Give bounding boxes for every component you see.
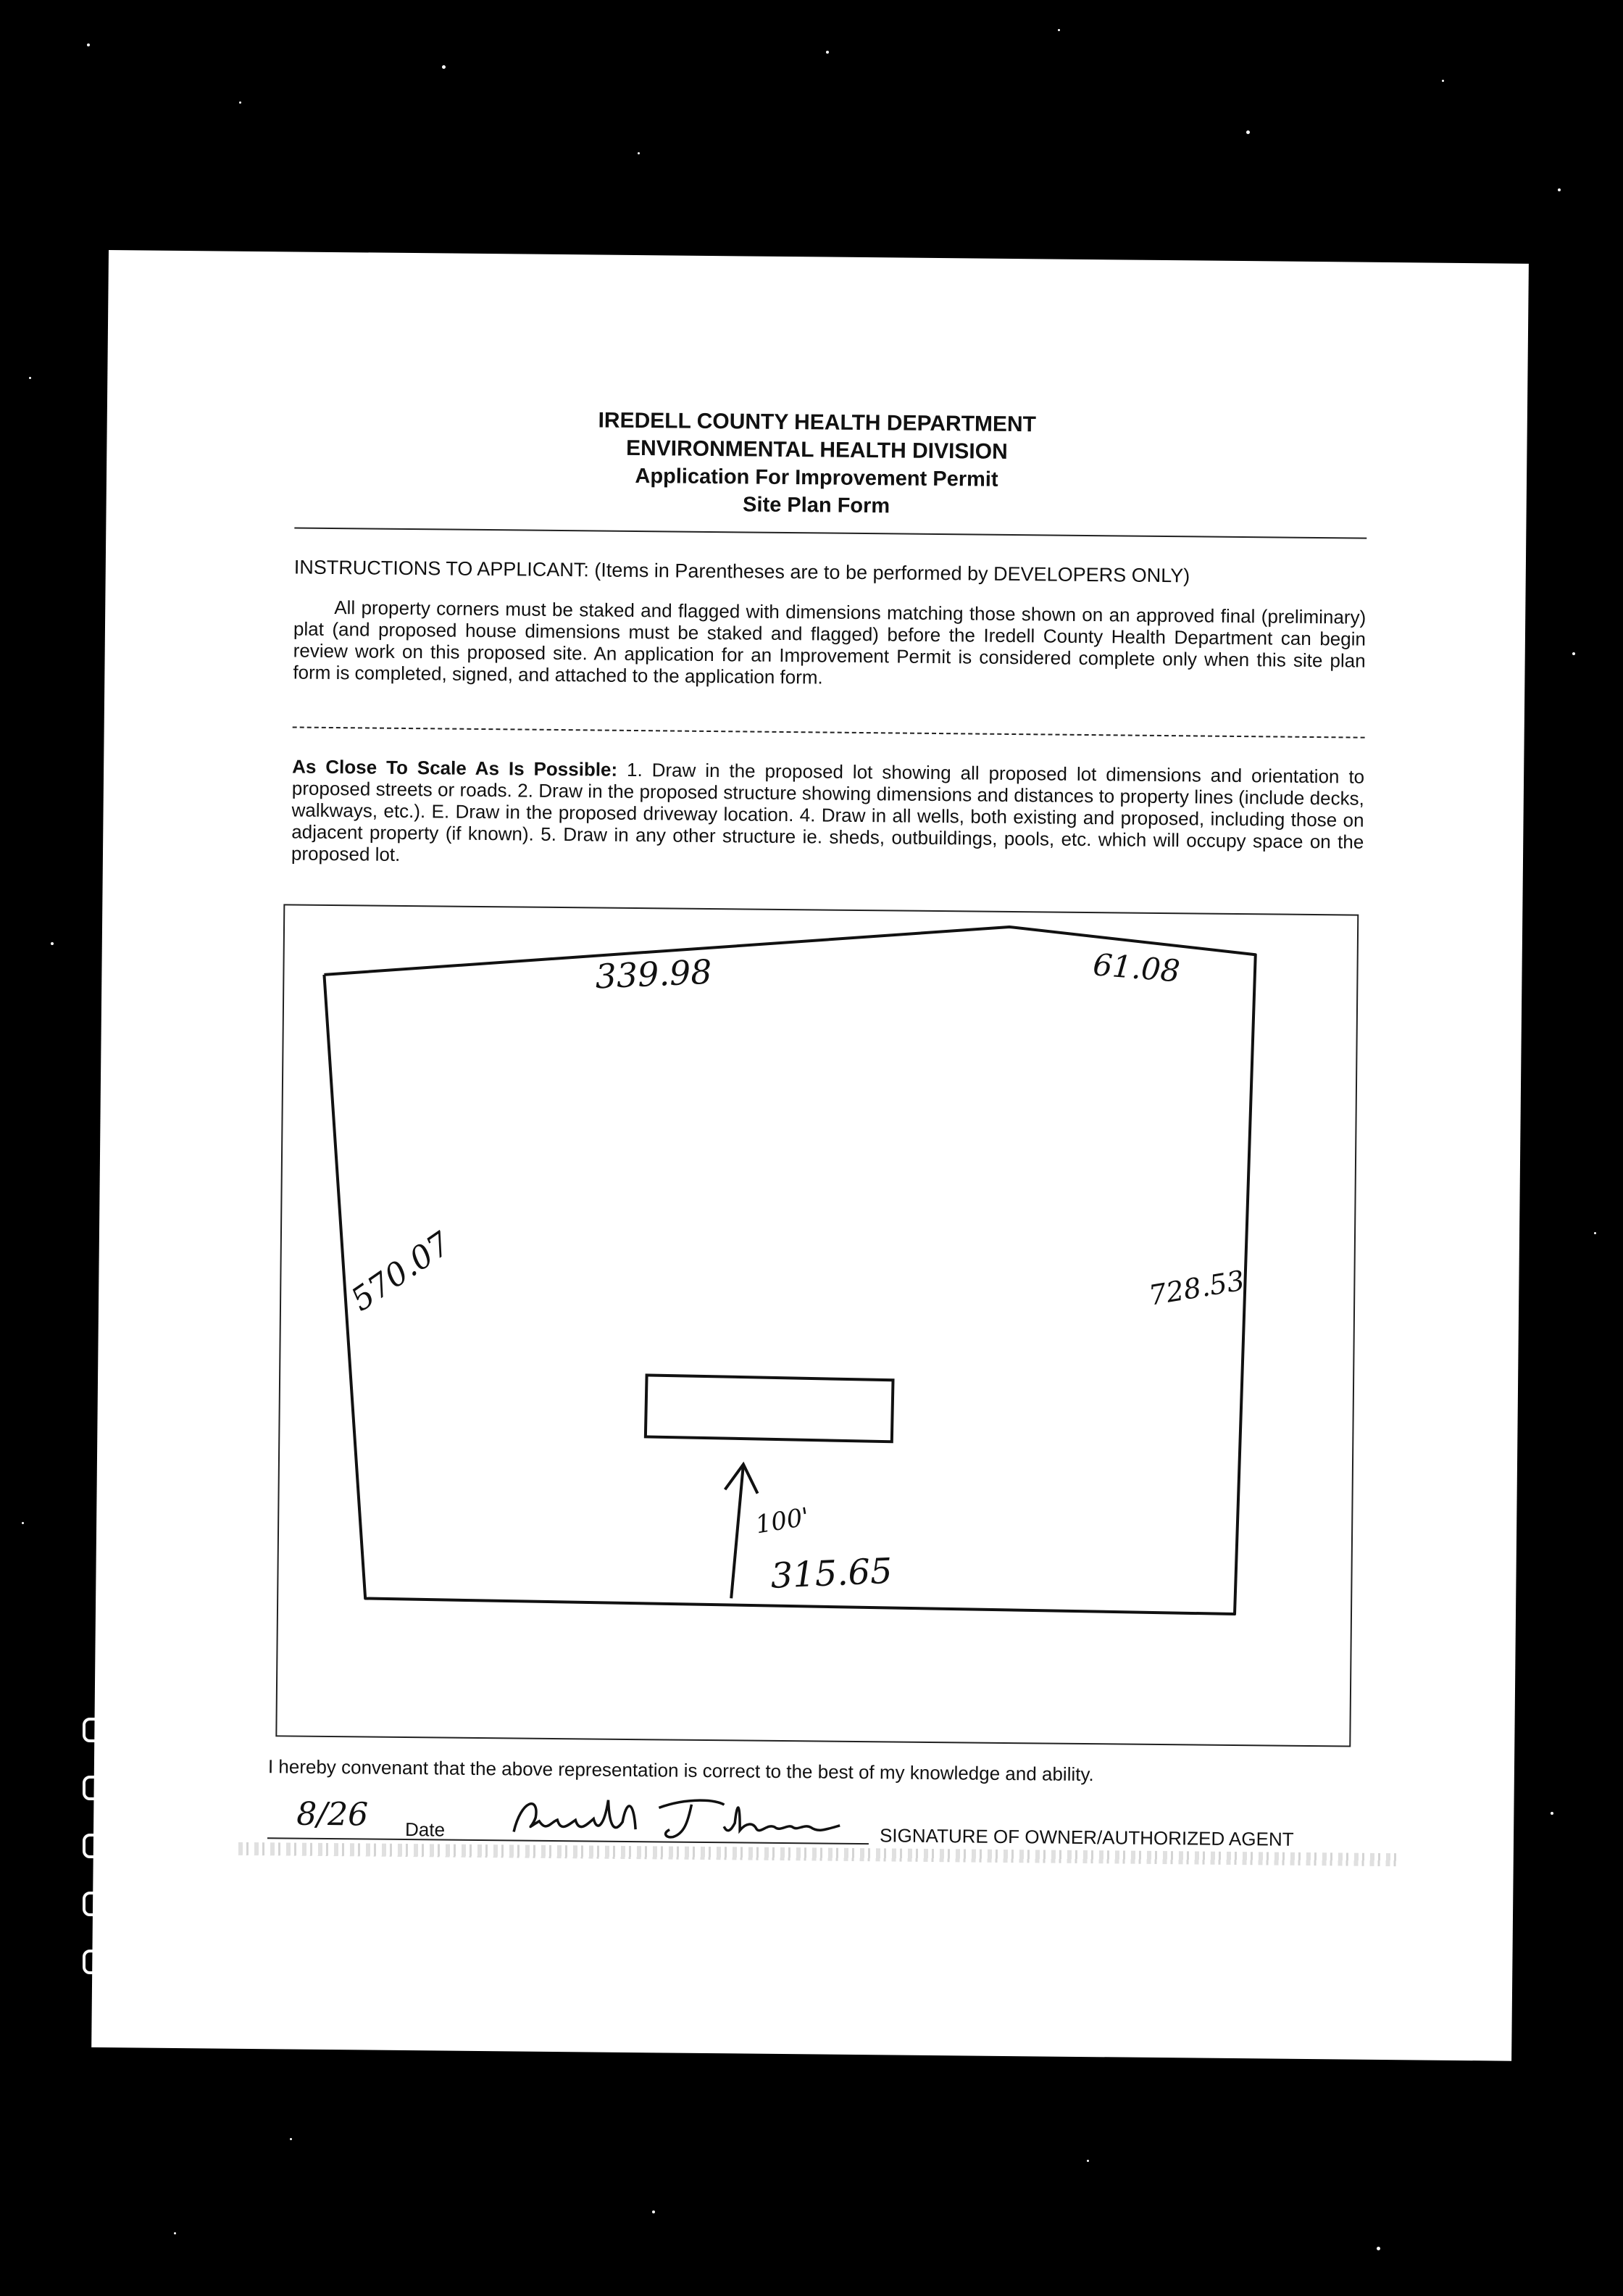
division-title: ENVIRONMENTAL HEALTH DIVISION (625, 436, 1008, 464)
form-title: Site Plan Form (742, 493, 890, 518)
header-divider (294, 527, 1367, 538)
scale-instructions-lead: As Close To Scale As Is Possible: (292, 755, 618, 781)
instructions-divider (293, 726, 1365, 738)
department-title: IREDELL COUNTY HEALTH DEPARTMENT (598, 408, 1037, 437)
site-plan-drawing-area (275, 904, 1359, 1747)
handwritten-signature (506, 1792, 855, 1846)
site-plan-sketch (277, 905, 1357, 1745)
top-right-dimension: 61.08 (1091, 947, 1182, 989)
top-left-dimension: 339.98 (594, 952, 713, 997)
setback-arrow (731, 1464, 743, 1598)
form-header (107, 402, 1527, 526)
left-dimension: 570.07 (344, 1225, 458, 1319)
instructions-title: INSTRUCTIONS TO APPLICANT: (Items in Parentheses are to be performed by DEVELOPERS ONLY) (293, 556, 1190, 587)
date-label: Date (404, 1818, 446, 1841)
scale-instructions-text: 1. Draw in the proposed lot showing all proposed lot dimensions and orientation to proposed streets or roads. 2. Draw in the proposed structure showing dimensions and distances to property lines (include decks, walkways, etc.). E. Draw in the proposed driveway location. 4. Draw in all wells, both existing and proposed, including those on adjacent property (if known). 5. Draw in any other structure ie. sheds, outbuildings, pools, etc. which will occupy space on the proposed lot. (291, 758, 1365, 865)
application-title: Application For Improvement Permit (635, 464, 998, 491)
right-dimension: 728.53 (1146, 1264, 1247, 1312)
instructions-body: All property corners must be staked and flagged with dimensions matching those shown on an approved final (preliminary) plat (and proposed house dimensions must be staked and flagged) before the Iredell County Health Department can begin review work on this proposed site. An application for an Improvement Permit is considered complete only when this site plan form is completed, signed, and attached to the application form. (293, 596, 1367, 689)
certification-statement: I hereby convenant that the above representation is correct to the best of my knowledge and ability. (267, 1755, 1094, 1786)
form-page (91, 250, 1529, 2061)
date-value: 8/26 (296, 1795, 369, 1834)
scale-instructions (291, 755, 1364, 874)
proposed-structure (646, 1375, 893, 1442)
signature-label: SIGNATURE OF OWNER/AUTHORIZED AGENT (879, 1824, 1294, 1850)
setback-label: 100' (753, 1502, 812, 1540)
bottom-dimension: 315.65 (769, 1550, 893, 1597)
